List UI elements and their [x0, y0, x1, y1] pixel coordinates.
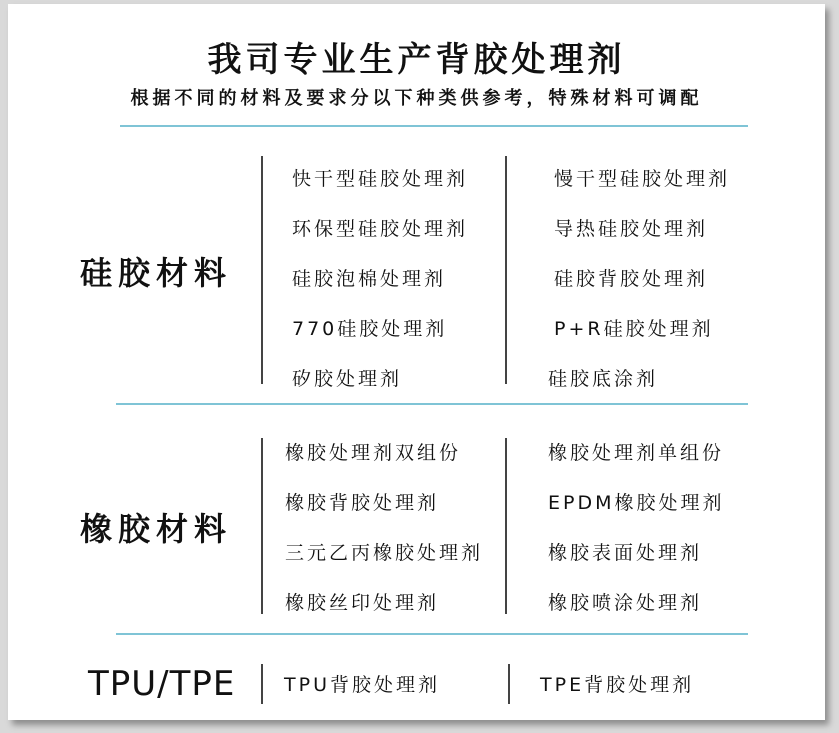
column-divider [261, 156, 263, 384]
column-divider [508, 664, 510, 704]
list-item: 橡胶喷涂处理剂 [548, 592, 703, 614]
list-item: P+R硅胶处理剂 [554, 318, 714, 340]
list-item: 橡胶表面处理剂 [548, 542, 703, 564]
list-item: 环保型硅胶处理剂 [292, 218, 469, 240]
page-title: 我司专业生产背胶处理剂 [207, 40, 626, 80]
column-divider [505, 438, 507, 614]
list-item: 橡胶丝印处理剂 [285, 592, 440, 614]
info-card [8, 4, 825, 720]
column-divider [505, 156, 507, 384]
list-item: 770硅胶处理剂 [292, 318, 448, 340]
list-item: 硅胶背胶处理剂 [554, 268, 709, 290]
list-item: EPDM橡胶处理剂 [548, 492, 725, 514]
column-divider [261, 438, 263, 614]
divider-bottom [116, 633, 748, 635]
list-item: 橡胶处理剂双组份 [285, 442, 462, 464]
list-item: 橡胶背胶处理剂 [285, 492, 440, 514]
list-item: 矽胶处理剂 [292, 368, 403, 390]
list-item: 快干型硅胶处理剂 [292, 168, 469, 190]
list-item: TPU背胶处理剂 [284, 674, 440, 696]
list-item: 慢干型硅胶处理剂 [554, 168, 731, 190]
divider-top [120, 125, 748, 127]
column-divider [261, 664, 263, 704]
list-item: 橡胶处理剂单组份 [548, 442, 725, 464]
list-item: 导热硅胶处理剂 [554, 218, 709, 240]
page-subtitle: 根据不同的材料及要求分以下种类供参考，特殊材料可调配 [130, 88, 703, 109]
divider-middle [116, 403, 748, 405]
list-item: 三元乙丙橡胶处理剂 [285, 542, 484, 564]
list-item: 硅胶底涂剂 [548, 368, 659, 390]
category-tpu-tpe: TPU/TPE [88, 664, 236, 704]
list-item: TPE背胶处理剂 [540, 674, 695, 696]
category-silicone: 硅胶材料 [80, 254, 233, 292]
list-item: 硅胶泡棉处理剂 [292, 268, 447, 290]
category-rubber: 橡胶材料 [80, 510, 233, 548]
